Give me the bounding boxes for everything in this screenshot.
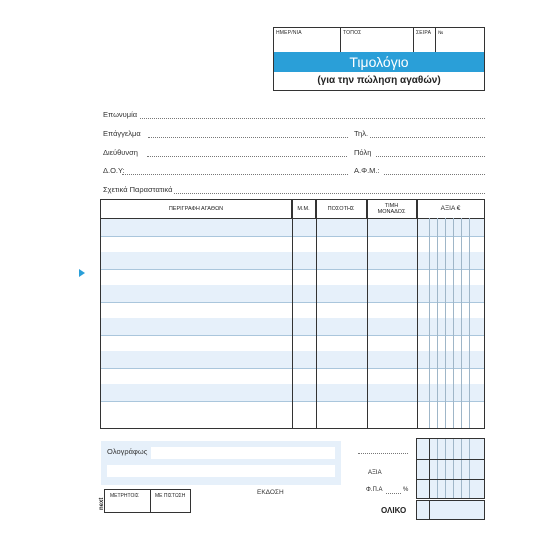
number-label: №: [438, 30, 444, 36]
totals-row-line: [417, 459, 484, 460]
totals-divider: [429, 439, 430, 498]
vat-number-label: Α.Φ.Μ.:: [354, 166, 380, 175]
totals-box: [416, 438, 485, 499]
cents-divider: [437, 218, 438, 428]
totals-row-line: [417, 479, 484, 480]
related-docs-label: Σχετικά Παραστατικά: [103, 185, 173, 194]
items-table: [100, 199, 485, 429]
credit-label[interactable]: ΜΕ ΠΙΣΤΩΣΗ: [155, 493, 186, 499]
related-docs-line[interactable]: [174, 193, 485, 194]
col-divider: [417, 200, 418, 428]
total-label: ΟΛΙΚΟ: [381, 506, 407, 515]
vat-rate-line[interactable]: [386, 493, 401, 494]
totals-divider: [445, 439, 446, 498]
vat-number-line[interactable]: [384, 174, 485, 175]
city-label: Πόλη: [354, 148, 372, 157]
vat-label: Φ.Π.Α: [366, 487, 383, 493]
totals-shade: [417, 439, 484, 498]
col-unit-header: Μ.Μ.: [292, 200, 316, 218]
total-value-box[interactable]: [416, 500, 485, 520]
cash-label[interactable]: ΜΕΤΡΗΤΟΙΣ: [110, 493, 139, 499]
in-words-field-2[interactable]: [107, 465, 335, 477]
totals-divider: [453, 439, 454, 498]
value-label: ΑΞΙΑ: [368, 470, 382, 476]
payment-method-box: [104, 489, 191, 513]
cents-divider: [429, 218, 430, 428]
total-divider: [429, 501, 430, 519]
percent-label: %: [403, 487, 409, 493]
company-label: Επωνυμία: [103, 110, 138, 119]
col-divider: [367, 200, 368, 428]
phone-line[interactable]: [370, 137, 485, 138]
col-divider: [316, 200, 317, 428]
occupation-line[interactable]: [148, 137, 348, 138]
invoice-subtitle: (για την πώληση αγαθών): [317, 75, 441, 86]
cents-divider: [469, 218, 470, 428]
in-words-label: Ολογράφως: [107, 447, 148, 456]
cents-divider: [445, 218, 446, 428]
phone-label: Τηλ.: [354, 129, 369, 138]
series-label: ΣΕΙΡΑ: [416, 30, 432, 36]
city-line[interactable]: [376, 156, 485, 157]
page-marker-arrow-icon: [79, 269, 85, 277]
total-shade: [417, 501, 484, 519]
place-cell[interactable]: [341, 28, 414, 52]
in-words-field[interactable]: [151, 447, 335, 459]
place-label: ΤΟΠΟΣ: [343, 30, 362, 36]
totals-divider: [437, 439, 438, 498]
cents-divider: [453, 218, 454, 428]
invoice-title: Τιμολόγιο: [274, 52, 484, 72]
subtotal-line: [358, 453, 408, 454]
invoice-header-box: [273, 27, 485, 91]
col-unit-price-header: ΤΙΜΗ ΜΟΝΑΔΟΣ: [367, 200, 417, 218]
col-divider: [292, 200, 293, 428]
tax-office-line[interactable]: [122, 174, 348, 175]
company-line[interactable]: [140, 118, 485, 119]
number-cell[interactable]: [436, 28, 484, 52]
series-cell[interactable]: [414, 28, 436, 52]
in-words-box: [101, 441, 341, 485]
brand-logo: next: [99, 497, 105, 510]
cents-divider: [461, 218, 462, 428]
date-cell[interactable]: [274, 28, 341, 52]
col-quantity-header: ΠΟΣΟΤΗΣ: [316, 200, 367, 218]
payment-divider: [150, 490, 151, 512]
address-line[interactable]: [147, 156, 347, 157]
date-label: ΗΜΕΡ/ΝΙΑ: [276, 30, 302, 36]
address-label: Διεύθυνση: [103, 148, 138, 157]
col-description-header: ΠΕΡΙΓΡΑΦΗ ΑΓΑΘΩΝ: [101, 200, 292, 218]
tax-office-label: Δ.Ο.Υ:: [103, 166, 125, 175]
occupation-label: Επάγγελμα: [103, 129, 141, 138]
totals-divider: [461, 439, 462, 498]
col-value-header: ΑΞΙΑ €: [440, 205, 461, 212]
totals-divider: [469, 439, 470, 498]
issue-label: ΕΚΔΟΣΗ: [257, 489, 284, 496]
